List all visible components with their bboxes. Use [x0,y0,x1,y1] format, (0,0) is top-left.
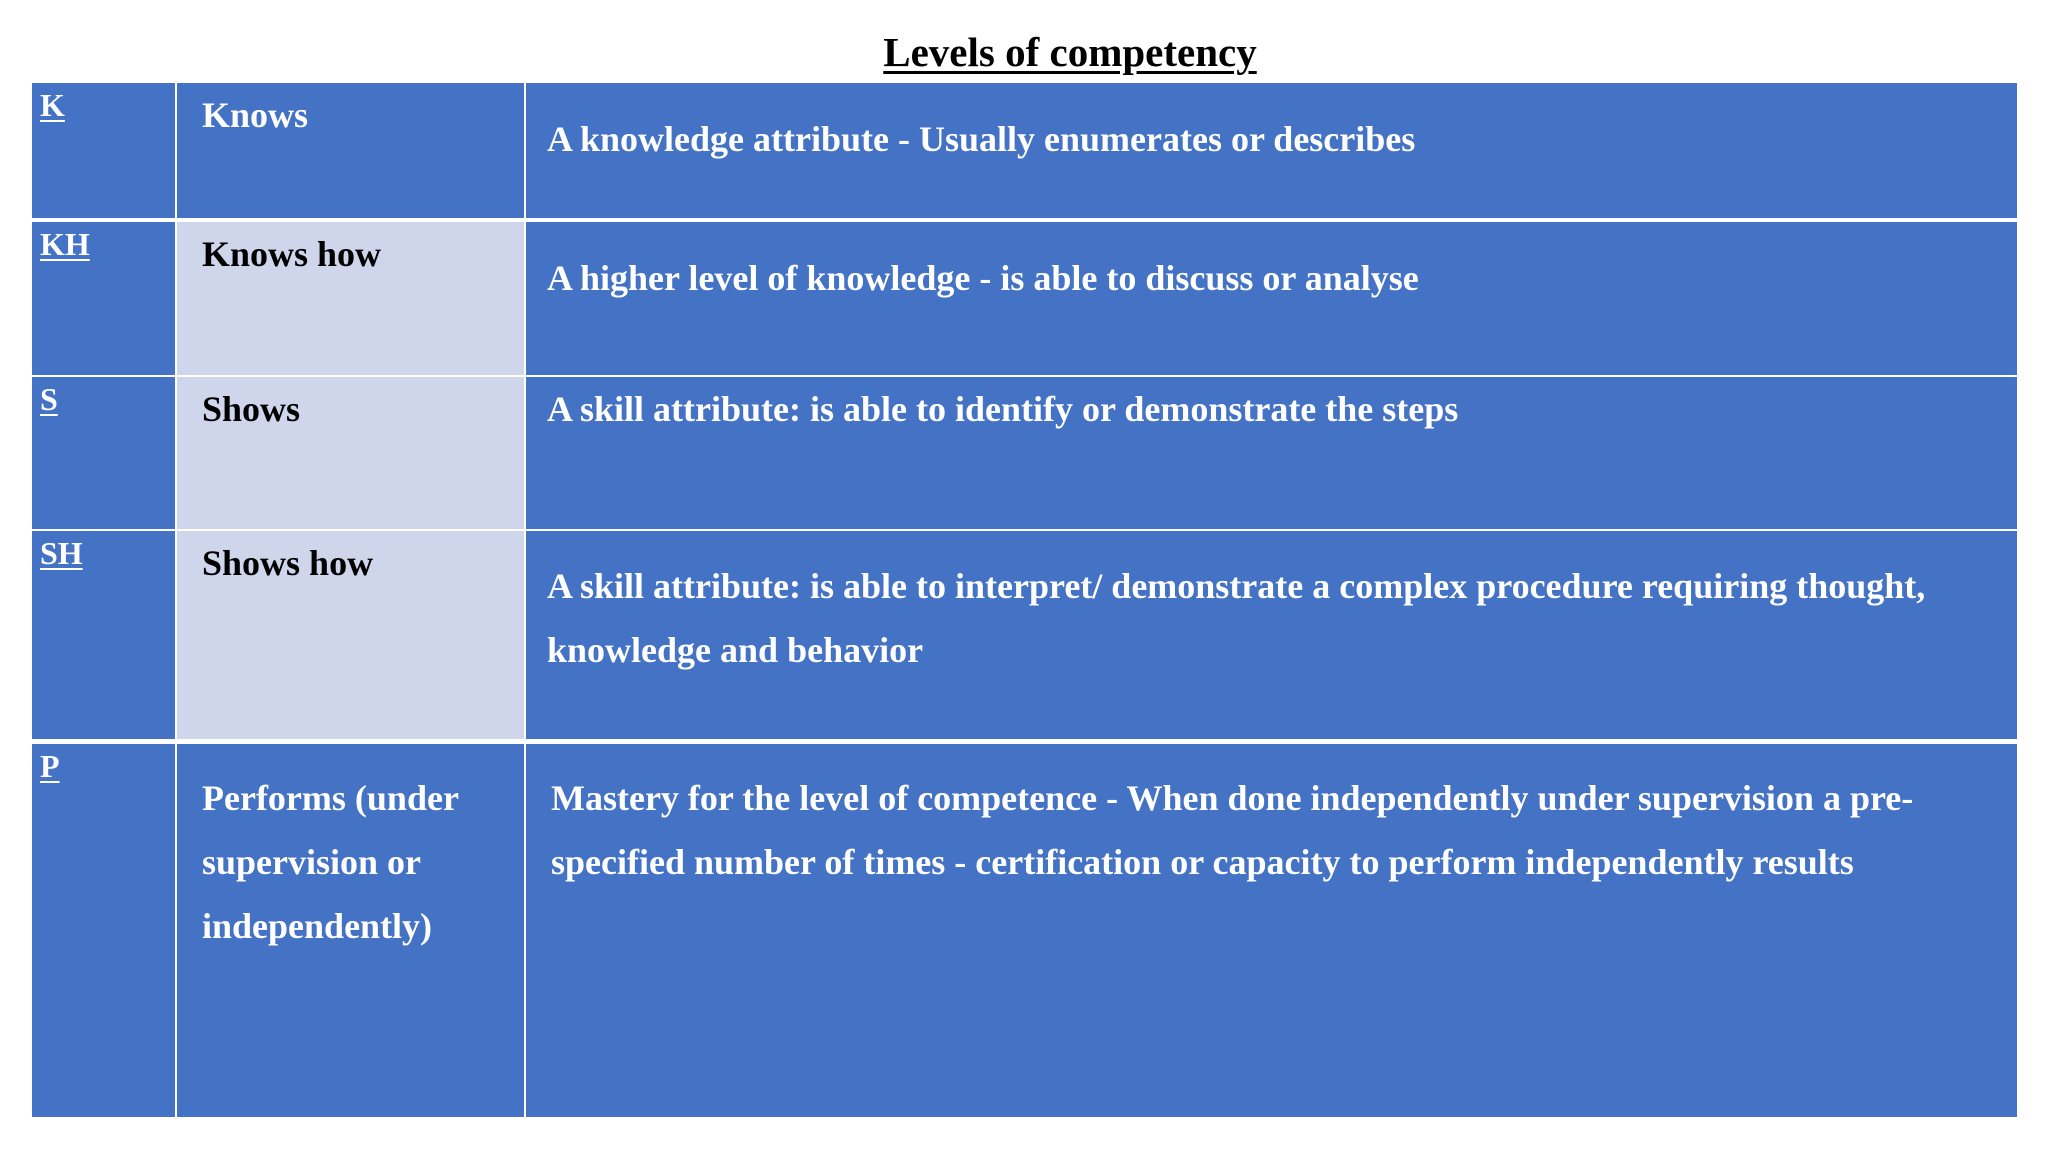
level-code-sh: SH [32,531,175,739]
level-desc-s: A skill attribute: is able to identify or demonstrate the steps [526,377,2017,529]
level-desc-k: A knowledge attribute - Usually enumerates or describes [526,83,2017,218]
level-desc-kh: A higher level of knowledge - is able to discuss or analyse [526,222,2017,375]
level-name-knows-how: Knows how [177,222,524,375]
level-name-shows-how: Shows how [177,531,524,739]
level-desc-sh: A skill attribute: is able to interpret/ demonstrate a complex procedure requiring thought, knowledge and behavior [526,531,2017,739]
level-name-knows: Knows [177,83,524,218]
level-desc-p: Mastery for the level of competence - When done independently under supervision a pre-specified number of times - certification or capacity to perform independently results [526,744,2017,1117]
level-code-k: K [32,83,175,218]
level-code-p: P [32,744,175,1117]
page-title: Levels of competency [883,29,1257,75]
level-code-s: S [32,377,175,529]
level-code-kh: KH [32,222,175,375]
level-name-shows: Shows [177,377,524,529]
level-name-performs: Performs (under supervision or independently) [177,744,524,1117]
